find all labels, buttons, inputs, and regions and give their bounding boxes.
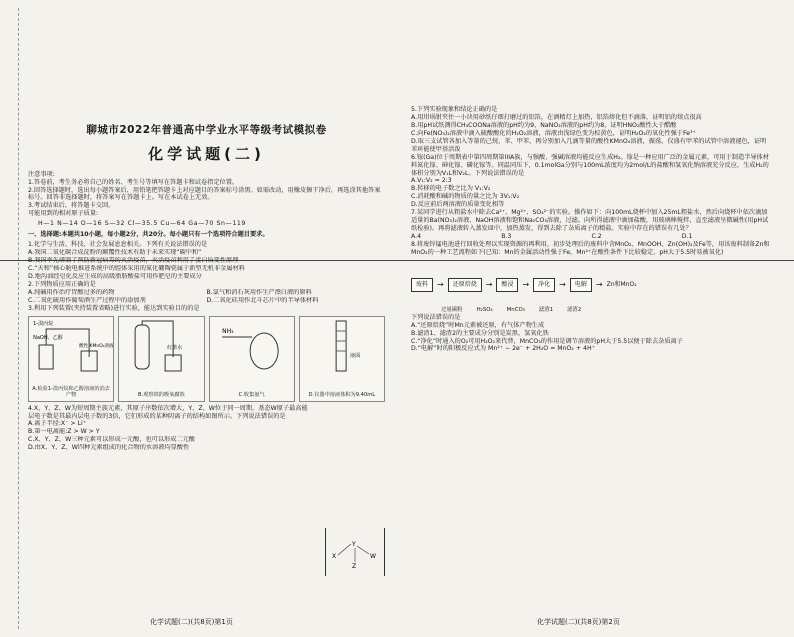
flow-arrow-icon: → bbox=[485, 279, 493, 289]
q4-anion-structure bbox=[325, 528, 385, 576]
q5-option-c: C.向Fe(NO₃)₂溶液中滴入硫酸酸化的H₂O₂溶液，溶液由浅绿色变为棕黄色，证明H₂O₂的氧化性强于Fe³⁺ bbox=[411, 129, 696, 137]
note-item: 2.回答选择题时，选出每小题答案后，用铅笔把答题卡上对应题目的答案标号涂黑。如需改动，用橡皮擦干净后，再选涂其他答案标号。回答非选择题时，将答案写在答题卡上。写在本试卷上无效。 bbox=[28, 186, 381, 202]
q6-option-d: D.反应前后两溶液的质量变化相等 bbox=[411, 201, 505, 209]
q5-option-b: B.用pH试纸测得CH₃COONa溶液的pH约为9，NaNO₂溶液的pH约为8，证明HNO₂酸性大于醋酸 bbox=[411, 121, 677, 129]
q8-option-b: B.滤渣1、滤渣2的主要成分分别是炭黑、氢氧化铁 bbox=[411, 329, 549, 337]
question-3-stem: 3.利用下列装置(夹持装置省略)进行实验，能达到实验目的的是 bbox=[28, 304, 200, 312]
q7-option-c: C.2 bbox=[591, 233, 602, 240]
flow-arrow-icon: → bbox=[559, 279, 566, 289]
exam-title: 聊城市2022年普通高中学业水平等级考试模拟卷 bbox=[86, 124, 327, 136]
flow-electrolysis: 电解 bbox=[570, 278, 592, 292]
flow-acid-leach: 酸浸 bbox=[496, 278, 518, 292]
apparatus-b bbox=[118, 316, 204, 402]
apparatus-a-caption: A.检验1-溴丙烷和乙醇溶液的消去产物 bbox=[32, 386, 110, 399]
atom-y: Y bbox=[352, 541, 356, 548]
flow-note-acid: H₂SO₄ bbox=[476, 306, 493, 313]
apparatus-b-drawing bbox=[119, 317, 203, 377]
q3-apparatus-figures bbox=[28, 316, 385, 402]
q2-option-d: D.二氧化硅用作北斗芯片中的半导体材料 bbox=[206, 296, 319, 304]
mark-kmno4: 酸性 KMnO₄溶液 bbox=[79, 343, 114, 349]
note-item: 1.答卷前，考生务必将自己的姓名、考生号等填写在答题卡和试卷指定位置。 bbox=[28, 178, 239, 186]
atom-w: W bbox=[370, 553, 376, 560]
q4-option-a: A.离子半径:X⁻ > Li⁺ bbox=[28, 420, 86, 428]
flow-arrow-icon: → bbox=[595, 279, 603, 289]
mark-red-ink: 红墨水 bbox=[167, 344, 183, 351]
note-item: 3.考试结束后，将答题卡交回。 bbox=[28, 202, 115, 210]
subject-title: 化学试题(二) bbox=[148, 145, 265, 164]
flow-feed: 废料 bbox=[411, 278, 433, 292]
page-footer-right: 化学试题(二)(共8页)第2页 bbox=[537, 618, 620, 626]
q2-option-b: B.氯气和消石灰用作生产漂白液的原料 bbox=[206, 288, 312, 296]
question-4-stem: 4.X、Y、Z、W为短周期主族元素，其原子序数依次增大，Y、Z、W位于同一周期，基态W原子最高能层电子数是其最内层电子数的3倍，它们形成的某种阴离子的结构如图所示。下列说法错误的是 bbox=[28, 404, 308, 420]
q1-option-b: B.我国率先研制了预防新冠病毒的灭活疫苗，灭活疫苗利用了蛋白质变性原理 bbox=[28, 257, 239, 264]
question-5-stem: 5.下列实验现象和结论正确的是 bbox=[411, 106, 498, 113]
apparatus-c bbox=[209, 316, 295, 402]
q7-option-d: D.1 bbox=[681, 233, 693, 240]
notes-heading: 注意事项: bbox=[28, 170, 55, 178]
right-column bbox=[397, 0, 794, 637]
question-8-stem: 8.将废锌锰电池进行回收处理以实现资源的再利用，初步处理后的废料中含MnO₂、MnOOH、Zn(OH)₂及Fe等，用该废料制备Zn和MnO₂的一种工艺流程如下(已知：Mn的金属活动性强于Fe，Mn²⁺在酸性条件下比较稳定，pH大于5.5时易被氧化) bbox=[411, 240, 770, 256]
q4-option-c: C.X、Y、Z、W三种元素可以形成一元酸，也可以形成二元酸 bbox=[28, 436, 195, 444]
flow-note-residue1: 滤渣1 bbox=[538, 306, 554, 313]
q1-option-c: C.“天和”核心舱电推进系统中的腔体采用的氮化硼陶瓷属于新型无机非金属材料 bbox=[28, 264, 245, 272]
mark-liquid-level: 液面 bbox=[349, 352, 360, 359]
q8-process-flowchart bbox=[411, 265, 772, 305]
apparatus-d bbox=[299, 316, 385, 402]
mark-nh3: NH₃ bbox=[221, 327, 234, 335]
q6-option-a: A.V₁:V₂ = 2:3 bbox=[411, 177, 452, 185]
apparatus-a-drawing bbox=[29, 317, 113, 377]
anion-structure-drawing bbox=[326, 528, 384, 576]
atom-x: X bbox=[332, 553, 337, 560]
apparatus-c-caption: C.收集氨气 bbox=[238, 392, 265, 399]
q5-option-a: A.用坩埚钳夹住一小块用砂纸仔细打磨过的铝箔，在酒精灯上加热，铝箔熔化但不滴落，证明铝的熔点很高 bbox=[411, 113, 702, 121]
page-footer-left: 化学试题(二)(共8页)第1页 bbox=[150, 618, 233, 626]
flow-note-carbon: 过量碳粉 bbox=[441, 306, 463, 313]
q8-sub-stem: 下列说法错误的是 bbox=[411, 313, 461, 321]
q6-option-c: C.消耗酸和碱的物质的量之比为 3V₁:V₂ bbox=[411, 193, 520, 201]
q4-option-b: B.第一电离能:Z > W > Y bbox=[28, 428, 100, 436]
apparatus-a bbox=[28, 316, 114, 402]
q8-option-a: A.“还原焙烧”时Mn元素被还原，有气体产物生成 bbox=[411, 321, 545, 329]
atom-z: Z bbox=[352, 563, 357, 570]
apparatus-b-caption: B.观察铁的吸氧腐蚀 bbox=[138, 392, 185, 399]
section-heading: 一、选择题:本题共10小题，每小题2分，共20分。每小题只有一个选项符合题目要求。 bbox=[28, 231, 269, 239]
q1-option-a: A.我国二氧化碳合成淀粉的颠覆性技术有助于未来实现“碳中和” bbox=[28, 249, 202, 257]
atomic-mass-values: H—1 N—14 O—16 S—32 Cl—35.5 Cu—64 Ga—70 Sn—119 bbox=[38, 220, 246, 228]
q2-option-a: A.纯碱用作治疗胃酸过多的药物 bbox=[28, 288, 115, 296]
apparatus-d-drawing bbox=[300, 317, 384, 377]
q4-option-d: D.由X、Y、Z、W四种元素组成的化合物的水溶液均显酸性 bbox=[28, 444, 190, 452]
flow-product: Zn和MnO₂ bbox=[606, 280, 637, 288]
question-7-stem: 7.某同学进行从粗盐水中除去Ca²⁺、Mg²⁺、SO₄²⁻的实验。操作如下：向100mL烧杯中加入25mL粗盐水，然后向烧杯中依次滴加适量的Ba(NO₃)₂溶液、NaOH溶液和饱和Na₂CO₃溶液，过滤。向所得滤液中滴加盐酸，用玻璃棒搅拌，直至滤液呈微碱性(用pH试纸检验)。再将滤液转入蒸发皿中，加热蒸发，得到去除了杂质离子的精盐。实验中存在的错误有几处？ bbox=[411, 209, 769, 233]
q7-option-a: A.4 bbox=[411, 233, 422, 240]
q2-option-c: C.二氧化硫用作葡萄酒生产过程中的添加剂 bbox=[28, 296, 146, 304]
apparatus-c-drawing bbox=[210, 317, 294, 377]
mark-bromopropane: 1-溴丙烷 bbox=[33, 320, 54, 327]
flow-arrow-icon: → bbox=[437, 279, 444, 289]
question-1-stem: 1.化学与生活、科技、社会发展息息相关。下列有关说法错误的是 bbox=[28, 241, 208, 249]
question-2-stem: 2.下列物质应用正确的是 bbox=[28, 280, 96, 288]
atomic-mass-label: 可能用到的相对原子质量: bbox=[28, 210, 99, 218]
q8-option-d: D.“电解”时的阳极反应式为 Mn²⁺ − 2e⁻ + 2H₂O = MnO₂ + 4H⁺ bbox=[411, 345, 595, 353]
flow-arrow-icon: → bbox=[522, 279, 530, 289]
q1-option-d: D.地沟油经皂化反应生成的高级脂肪酸盐可用作肥皂的主要成分 bbox=[28, 272, 202, 280]
q5-option-d: D.取三支试管各加入等量的己烷、苯、甲苯，再分别加入几滴等量的酸性KMnO₄溶液，振荡，仅盛有甲苯的试管中溶液褪色，证明苯环能使甲基活泼 bbox=[411, 137, 767, 153]
flow-note-residue2: 滤渣2 bbox=[567, 306, 582, 313]
apparatus-d-caption: D.仪器中溶液体积为9.40mL bbox=[308, 392, 376, 399]
question-6-stem: 6.镓(Ga)位于周期表中第四周期第IIIA族，与强酸、强碱溶液均能反应生成H₂。镓是一种应用广泛的金属元素，可用于制造半导体材料氮化镓、砷化镓、磷化镓等。同温同压下，0.1molGa分别与100mL浓度均为2mol/L的盐酸和氢氧化钠溶液充分反应，生成H₂的体积分别为V₁L和V₂L。下列说法错误的是 bbox=[411, 153, 769, 177]
q6-option-b: B.转移的电子数之比为 V₁:V₂ bbox=[411, 185, 491, 193]
flow-reduction-roast: 还原焙烧 bbox=[448, 278, 482, 292]
q7-option-b: B.3 bbox=[501, 233, 512, 240]
flow-purify: 净化 bbox=[533, 278, 555, 292]
flow-notes bbox=[411, 307, 772, 314]
flow-note-mnco3: MnCO₃ bbox=[506, 306, 525, 313]
q8-option-c: C.“净化”时通入的O₂可用H₂O₂来代替，MnCO₃的作用是调节溶液的pH大于5.5以便于除去杂质离子 bbox=[411, 337, 683, 345]
mark-naoh-ethanol: NaOH、乙醇 bbox=[33, 334, 63, 341]
